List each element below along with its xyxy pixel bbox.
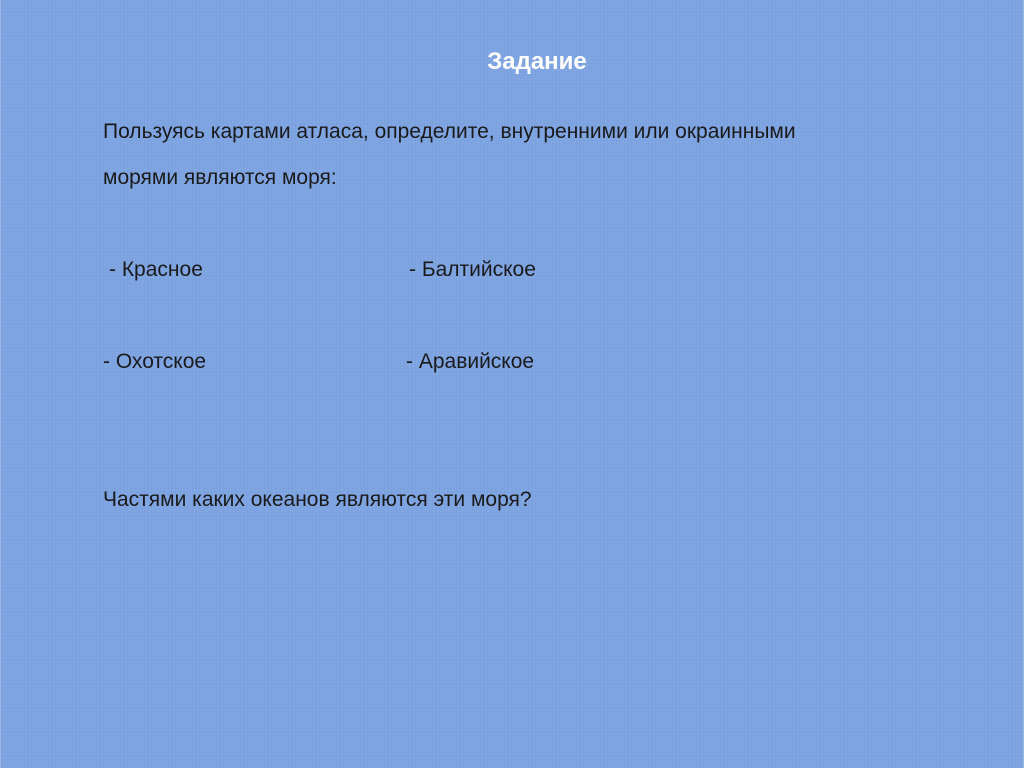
task-intro-line-2: морями являются моря: [103, 166, 337, 189]
sea-item-baltic: - Балтийское [409, 258, 536, 281]
sea-item-okhotsk: - Охотское [103, 350, 207, 373]
task-intro-line-1: Пользуясь картами атласа, определите, внутренними или окраинными [103, 120, 796, 143]
slide-title: Задание [487, 48, 587, 75]
sea-item-red: - Красное [109, 258, 203, 281]
question-text: Частями каких океанов являются эти моря? [103, 488, 532, 511]
sea-item-arabian: - Аравийское [406, 350, 535, 373]
